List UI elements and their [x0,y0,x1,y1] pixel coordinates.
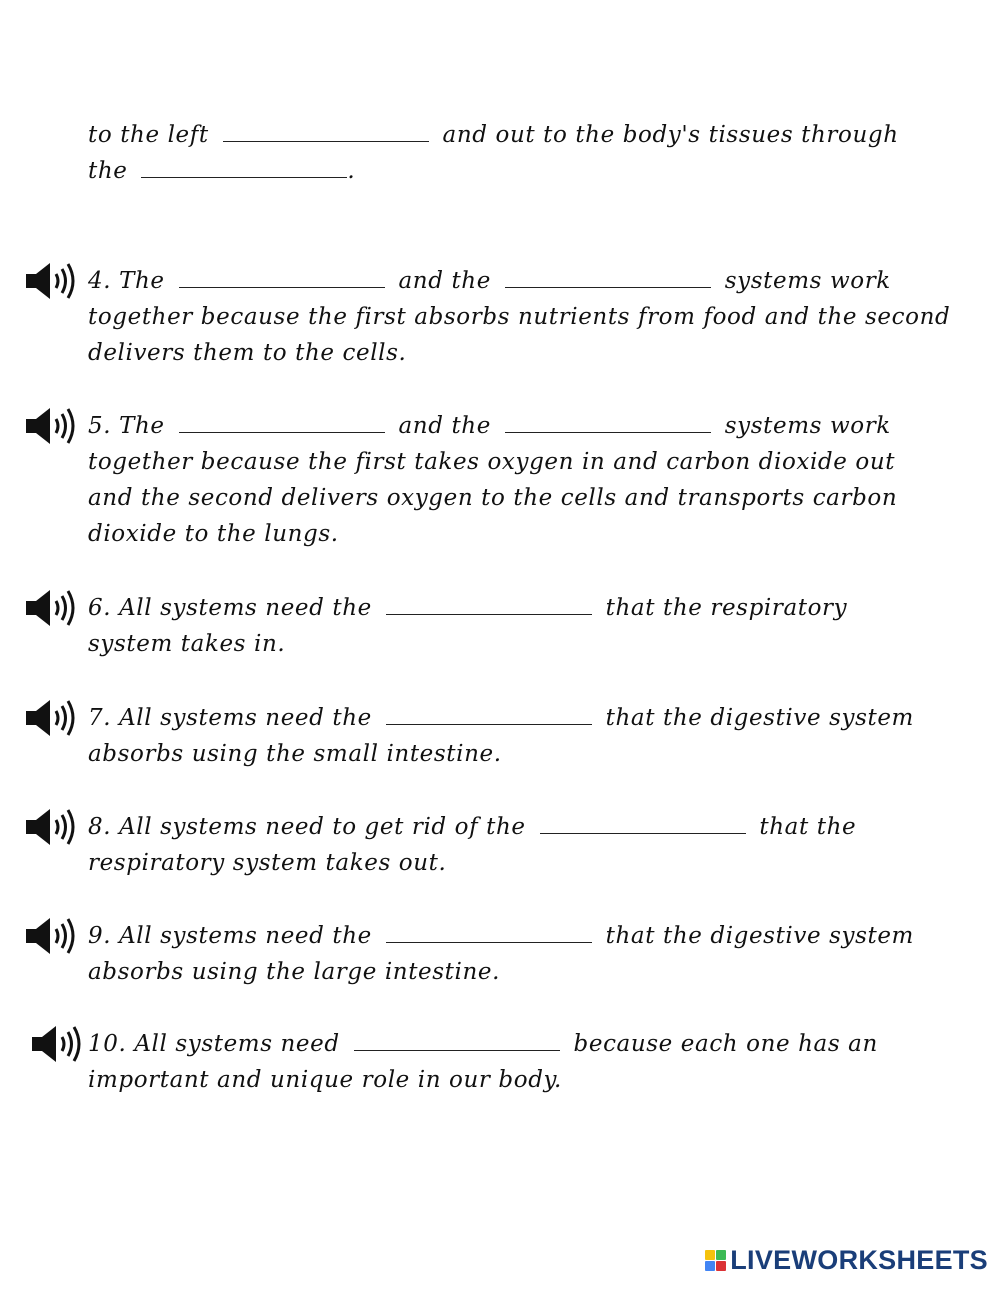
intro-text: the [88,158,128,184]
logo-text: LIVEWORKSHEETS [730,1244,988,1275]
question-text: All systems need the [119,705,372,731]
answer-blank-q9[interactable] [386,922,592,943]
logo-block [716,1261,726,1271]
answer-blank-q7[interactable] [386,704,592,725]
question-text: All systems need [134,1031,340,1057]
question-text: All systems need the [119,595,372,621]
intro-text: and out to the body's tissues through [442,122,899,148]
question-4-line-3: delivers them to the cells. [88,340,407,366]
speaker-icon[interactable] [24,915,78,957]
question-number: 6. [88,595,112,621]
logo-blocks-icon [705,1250,726,1271]
answer-blank-q4-1[interactable] [179,267,385,288]
question-number: 9. [88,923,112,949]
question-text: The [119,268,165,294]
question-text: because each one has an [573,1031,878,1057]
question-8-line-2: respiratory system takes out. [88,850,447,876]
question-number: 5. [88,413,112,439]
speaker-icon[interactable] [24,405,78,447]
answer-blank-q6[interactable] [386,594,592,615]
answer-blank-intro-1[interactable] [223,121,429,142]
logo-block [705,1261,715,1271]
question-5-line-1 [88,408,891,444]
answer-blank-q5-2[interactable] [505,412,711,433]
liveworksheets-logo [705,1245,988,1275]
intro-line-2 [88,153,355,189]
question-text: All systems need the [119,923,372,949]
question-text: systems work [724,268,891,294]
question-5-line-3: and the second delivers oxygen to the cells and transports carbon [88,485,898,511]
question-5-line-4: dioxide to the lungs. [88,521,339,547]
question-5-line-2: together because the first takes oxygen in and carbon dioxide out [88,449,896,475]
question-text: The [119,413,165,439]
question-8-line-1 [88,809,856,845]
question-text: and the [398,413,491,439]
question-number: 7. [88,705,112,731]
question-7-line-2: absorbs using the small intestine. [88,741,502,767]
question-number: 4. [88,268,112,294]
question-10-line-1 [88,1026,878,1062]
question-text: that the respiratory [605,595,848,621]
answer-blank-q5-1[interactable] [179,412,385,433]
question-4-line-1 [88,263,891,299]
question-number: 10. [88,1031,127,1057]
question-9-line-2: absorbs using the large intestine. [88,959,500,985]
question-9-line-1 [88,918,914,954]
speaker-icon[interactable] [24,697,78,739]
question-text: that the digestive system [605,705,914,731]
question-text: All systems need to get rid of the [119,814,526,840]
answer-blank-q10[interactable] [354,1030,560,1051]
intro-text: . [347,158,356,184]
logo-block [716,1250,726,1260]
question-text: that the digestive system [605,923,914,949]
speaker-icon[interactable] [24,806,78,848]
answer-blank-intro-2[interactable] [141,157,347,178]
question-number: 8. [88,814,112,840]
question-6-line-1 [88,590,847,626]
question-text: that the [759,814,857,840]
intro-text: to the left [88,122,209,148]
question-7-line-1 [88,700,914,736]
question-text: and the [398,268,491,294]
intro-line-1 [88,117,899,153]
speaker-icon[interactable] [24,587,78,629]
answer-blank-q4-2[interactable] [505,267,711,288]
logo-block [705,1250,715,1260]
answer-blank-q8[interactable] [540,813,746,834]
question-text: systems work [724,413,891,439]
question-6-line-2: system takes in. [88,631,286,657]
question-10-line-2: important and unique role in our body. [88,1067,562,1093]
speaker-icon[interactable] [24,260,78,302]
question-4-line-2: together because the first absorbs nutrients from food and the second [88,304,951,330]
speaker-icon[interactable] [30,1023,84,1065]
